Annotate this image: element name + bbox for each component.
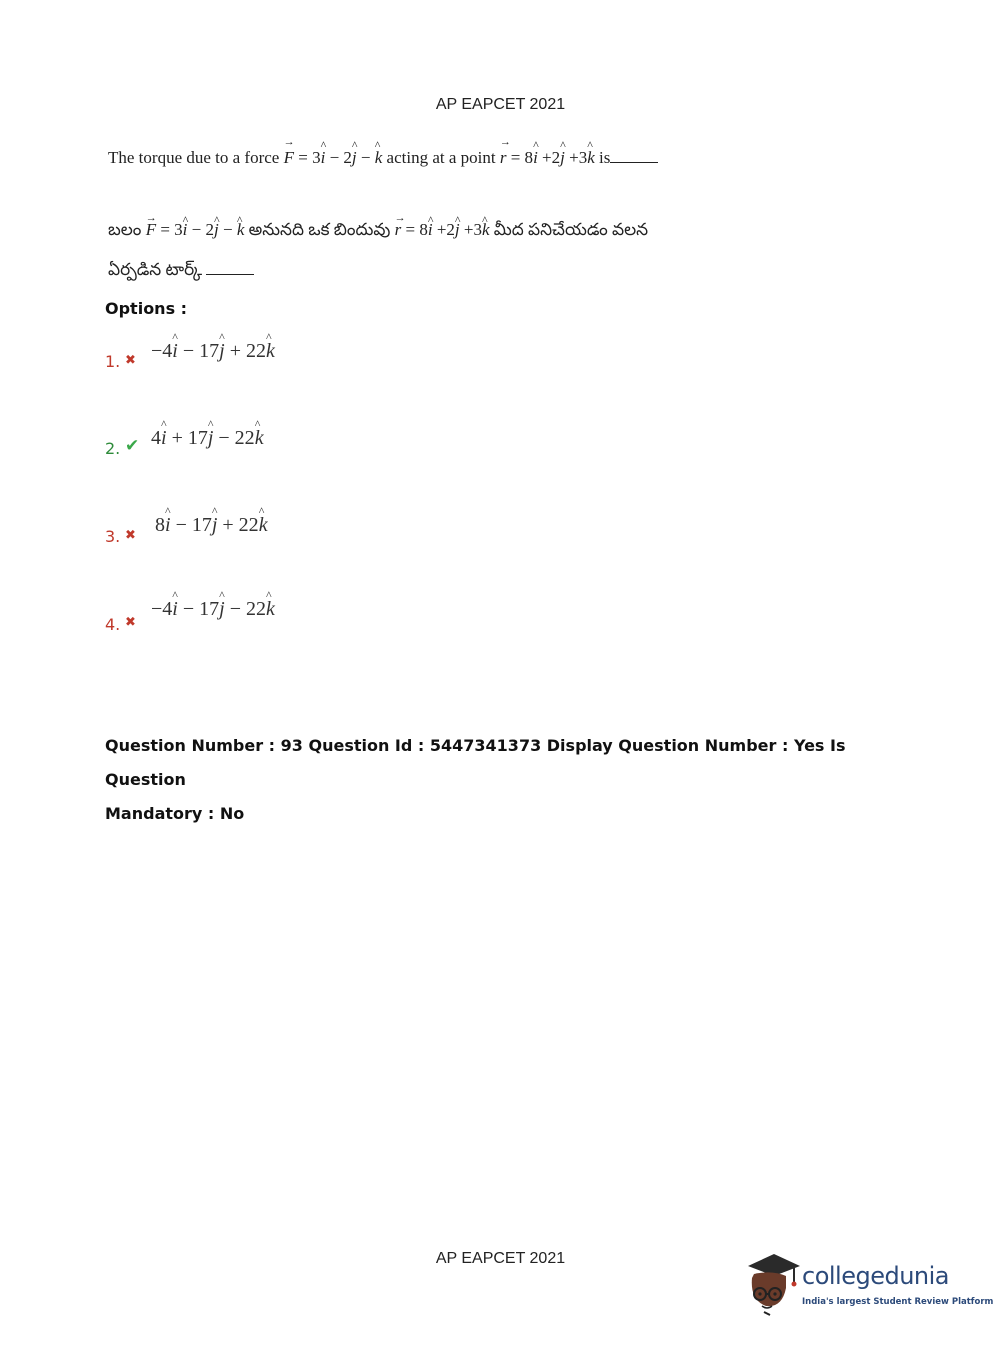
point-j-unit: ^ j <box>560 148 565 168</box>
force-j-coef-te: − 2 <box>187 220 214 239</box>
coef-k: + 22 <box>224 340 266 362</box>
unit-j: ^ j <box>219 340 225 363</box>
answer-blank <box>610 148 658 163</box>
question-te-line2-text: ఏర్పడిన టార్క్ <box>108 260 203 279</box>
force-vector-symbol: → F <box>284 148 294 168</box>
logo-tagline: India's largest Student Review Platform <box>802 1297 994 1307</box>
force-j-unit: ^ j <box>352 148 357 168</box>
unit-k: ^ k <box>259 514 268 537</box>
point-k-unit: ^ k <box>587 148 595 168</box>
point-eq-te: = 8 <box>405 220 428 239</box>
point-i-unit-te: ^ i <box>428 210 433 250</box>
page-header-title: AP EAPCET 2021 <box>435 96 566 113</box>
coef-i: 8 <box>155 514 165 536</box>
question-te-line1 <box>108 210 748 250</box>
page-footer-title: AP EAPCET 2021 <box>435 1250 566 1267</box>
force-j-coef: − 2 <box>325 148 352 167</box>
point-k-unit-te: ^ k <box>482 210 490 250</box>
coef-k: − 22 <box>213 427 255 449</box>
question-te-suffix: మీద పనిచేయడం వలన <box>493 220 649 239</box>
cross-icon: ✖ <box>125 527 136 542</box>
point-k-coef: +3 <box>564 148 588 167</box>
question-metadata <box>105 729 905 831</box>
force-eq-te: = 3 <box>160 220 183 239</box>
unit-k: ^ k <box>266 340 275 363</box>
question-en-suffix: is <box>599 148 611 167</box>
question-text-english <box>108 148 658 168</box>
force-i-unit-te: ^ i <box>183 210 188 250</box>
question-en-prefix: The torque due to a force <box>108 148 280 167</box>
unit-k: ^ k <box>266 598 275 621</box>
logo-wordmark: collegedunia <box>802 1262 950 1290</box>
cross-icon: ✖ <box>125 614 136 629</box>
option-expression <box>151 340 275 363</box>
option-expression <box>155 514 268 537</box>
question-en-mid: acting at a point <box>386 148 496 167</box>
option-number: 2. <box>105 439 121 458</box>
options-label: Options : <box>105 299 188 318</box>
option-expression <box>151 598 275 621</box>
point-vector-symbol-te: → r <box>395 210 402 250</box>
coef-i: −4 <box>151 340 173 362</box>
unit-i: ^ i <box>161 427 167 450</box>
unit-i: ^ i <box>172 340 178 363</box>
force-vector-symbol-te: → F <box>146 210 156 250</box>
cross-icon: ✖ <box>125 352 136 367</box>
point-j-coef: +2 <box>537 148 561 167</box>
mascot-icon <box>742 1248 802 1318</box>
question-te-line2 <box>108 250 748 290</box>
unit-j: ^ j <box>212 514 218 537</box>
force-k-unit-te: ^ k <box>237 210 245 250</box>
option-number: 4. <box>105 615 121 634</box>
question-metadata-line1: Question Number : 93 Question Id : 5447341373 Display Question Number : Yes Is Question <box>105 736 846 789</box>
option-number: 1. <box>105 352 121 371</box>
point-j-coef-te: +2 <box>432 220 455 239</box>
coef-j: − 17 <box>177 598 220 620</box>
unit-k: ^ k <box>255 427 264 450</box>
question-text-telugu <box>108 210 748 290</box>
collegedunia-logo <box>742 1248 994 1318</box>
point-vector-symbol: → r <box>500 148 507 168</box>
check-icon: ✔ <box>125 436 140 455</box>
answer-blank-te <box>206 260 254 275</box>
unit-j: ^ j <box>219 598 225 621</box>
point-eq: = 8 <box>510 148 534 167</box>
unit-j: ^ j <box>208 427 214 450</box>
force-k-coef: − <box>356 148 375 167</box>
coef-k: − 22 <box>224 598 266 620</box>
force-k-coef-te: − <box>218 220 237 239</box>
option-expression <box>151 427 264 450</box>
coef-j: − 17 <box>177 340 220 362</box>
coef-j: − 17 <box>170 514 212 536</box>
coef-i: 4 <box>151 427 161 449</box>
point-k-coef-te: +3 <box>459 220 482 239</box>
force-eq: = 3 <box>298 148 321 167</box>
point-j-unit-te: ^ j <box>455 210 460 250</box>
coef-i: −4 <box>151 598 173 620</box>
point-i-unit: ^ i <box>533 148 538 168</box>
force-i-unit: ^ i <box>321 148 326 168</box>
question-metadata-line2: Mandatory : No <box>105 804 245 823</box>
coef-j: + 17 <box>166 427 208 449</box>
force-k-unit: ^ k <box>375 148 383 168</box>
unit-i: ^ i <box>165 514 171 537</box>
option-number: 3. <box>105 527 121 546</box>
question-te-mid: అనునది ఒక బిందువు <box>248 220 391 239</box>
force-j-unit-te: ^ j <box>214 210 219 250</box>
coef-k: + 22 <box>217 514 259 536</box>
question-te-prefix: బలం <box>108 220 142 239</box>
unit-i: ^ i <box>172 598 178 621</box>
